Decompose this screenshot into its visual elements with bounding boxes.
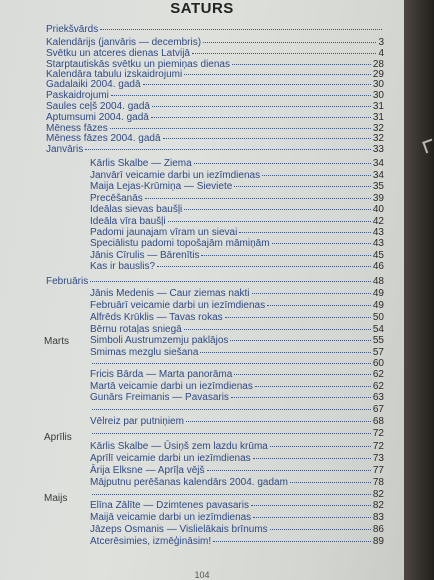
- book-edge: [404, 0, 434, 580]
- toc-entry-label: Martā veicamie darbi un iezīmdienas: [90, 381, 253, 392]
- toc-entry-label: Gadalaiki 2004. gadā: [46, 79, 141, 90]
- toc-entry-page: 77: [372, 465, 384, 476]
- dot-leader: [100, 29, 382, 30]
- dot-leader: [186, 421, 371, 422]
- toc-entry-label: Kalendārijs (janvāris — decembris): [46, 37, 202, 48]
- dot-leader: [111, 95, 371, 96]
- toc-entry-label: Alfrēds Krūklis — Tavas rokas: [90, 312, 223, 323]
- dot-leader: [230, 340, 370, 341]
- toc-entry: [90, 536, 384, 548]
- toc-entry: [90, 181, 384, 193]
- dot-leader: [92, 363, 371, 364]
- dot-leader: [232, 64, 371, 65]
- toc-entry-label: Kārlis Skalbe — Ziema: [90, 158, 192, 169]
- toc-entry: [90, 335, 384, 347]
- toc-entry-label: Janvārī veicamie darbi un iezīmdienas: [90, 170, 261, 181]
- toc-entry: [90, 477, 384, 489]
- toc-entry-page: 78: [372, 477, 384, 488]
- toc-entry: [90, 158, 384, 170]
- dot-leader: [201, 255, 370, 256]
- toc-entry: [90, 261, 384, 273]
- page-title: SATURS: [170, 0, 234, 17]
- toc-entry-label: Gunārs Freimanis — Pavasaris: [90, 392, 229, 403]
- toc-entry-page: 48: [372, 276, 384, 287]
- dot-leader: [92, 494, 371, 495]
- dot-leader: [231, 397, 371, 398]
- toc-entry-label: Kas ir bauslis?: [90, 261, 156, 272]
- toc-entry-page: 29: [372, 69, 384, 80]
- toc-entry-page: 82: [372, 500, 384, 511]
- toc-entry: [90, 428, 384, 440]
- toc-entry-page: 55: [372, 335, 384, 346]
- dot-leader: [290, 482, 371, 483]
- toc-entry-page: 49: [372, 300, 384, 311]
- toc-entry-label: Saules ceļš 2004. gadā: [46, 101, 150, 112]
- dot-leader: [270, 446, 371, 447]
- dot-leader: [184, 329, 371, 330]
- toc-entry-label: Speciālistu padomi topošajām māmiņām: [90, 238, 270, 249]
- toc-entry-page: 72: [372, 441, 384, 452]
- toc-entry-label: Februārī veicamie darbi un iezīmdienas: [90, 300, 266, 311]
- toc-entry: [46, 276, 384, 288]
- toc-entry-page: 31: [372, 112, 384, 123]
- toc-entry-label: Mēness fāzes: [46, 123, 108, 134]
- dot-leader: [184, 209, 371, 210]
- dot-leader: [151, 117, 371, 118]
- toc-entry: [90, 392, 384, 404]
- dot-leader: [234, 374, 371, 375]
- toc-entry-label: Janvāris: [46, 144, 84, 155]
- toc-entry-page: 31: [372, 101, 384, 112]
- toc-entry: [90, 238, 384, 250]
- toc-entry-page: 60: [372, 358, 384, 369]
- toc-entry-label: Bērnu rotaļas sniegā: [90, 324, 182, 335]
- toc-entry-label: Svētku un atceres dienas Latvijā: [46, 48, 190, 59]
- section-label-maijs: Maijs: [44, 493, 68, 504]
- dot-leader: [90, 281, 371, 282]
- dot-leader: [239, 232, 371, 233]
- toc-entry-page: 39: [372, 193, 384, 204]
- dot-leader: [207, 470, 371, 471]
- toc-entry-label: Jānis Medenis — Caur ziemas nakti: [90, 288, 250, 299]
- toc-entry-page: 40: [372, 204, 384, 215]
- toc-entry-label: Aprīlī veicamie darbi un iezīmdienas: [90, 453, 251, 464]
- toc-entry-label: Maijā veicamie darbi un iezīmdienas: [90, 512, 252, 523]
- dot-leader: [255, 386, 371, 387]
- toc-entry-label: Jānis Cīrulis — Bārenītis: [90, 250, 200, 261]
- toc-entry-page: 62: [372, 369, 384, 380]
- toc-entry-page: 57: [372, 347, 384, 358]
- toc-entry: [90, 512, 384, 524]
- toc-entry-page: 30: [372, 90, 384, 101]
- toc-entry-label: Ideāla vīra baušļi: [90, 216, 166, 227]
- toc-entry-label: Ārija Elksne — Aprīļa vējš: [90, 465, 205, 476]
- toc-entry: [90, 312, 384, 324]
- toc-entry-page: 72: [372, 428, 384, 439]
- section-label-marts: Marts: [44, 336, 69, 347]
- dot-leader: [110, 128, 371, 129]
- dot-leader: [85, 149, 371, 150]
- dot-leader: [157, 266, 371, 267]
- dot-leader: [194, 163, 371, 164]
- toc-entry-label: Smimas mezglu siešana: [90, 347, 199, 358]
- toc-entry: [90, 524, 384, 536]
- toc-entry-label: Maija Lejas-Krūmiņa — Sieviete: [90, 181, 233, 192]
- toc-entry-page: 3: [378, 37, 384, 48]
- toc-entry-page: 30: [372, 79, 384, 90]
- toc-entry-page: 33: [372, 144, 384, 155]
- toc-entry: [46, 144, 384, 156]
- toc-entry: [90, 453, 384, 465]
- dot-leader: [145, 198, 371, 199]
- toc-entry-label: Starptautiskās svētku un piemiņas dienas: [46, 59, 230, 70]
- toc-entry-label: Ideālas sievas baušļi: [90, 204, 183, 215]
- toc-entry-label: Priekšvārds: [46, 24, 99, 35]
- toc-entry-label: Vēlreiz par putniņiem: [90, 416, 184, 427]
- toc-entry-page: 67: [372, 404, 384, 415]
- toc-entry-label: Kārlis Skalbe — Ūsiņš zem lazdu krūma: [90, 441, 268, 452]
- dot-leader: [251, 505, 371, 506]
- toc-entry-page: 83: [372, 512, 384, 523]
- dot-leader: [234, 186, 371, 187]
- toc-entry-page: 28: [372, 59, 384, 70]
- toc-entry-page: 35: [372, 181, 384, 192]
- toc-entry-page: 34: [372, 158, 384, 169]
- dot-leader: [213, 541, 371, 542]
- dot-leader: [262, 175, 371, 176]
- toc-entry-label: Fricis Bārda — Marta panorāma: [90, 369, 233, 380]
- toc-entry-label: Mēness fāzes 2004. gadā: [46, 133, 161, 144]
- toc-entry-label: Elīna Zālīte — Dzimtenes pavasaris: [90, 500, 249, 511]
- dot-leader: [253, 458, 371, 459]
- dot-leader: [225, 317, 371, 318]
- toc-entry: [90, 300, 384, 312]
- toc-entry-label: Kalendāra tabulu izskaidrojumi: [46, 69, 183, 80]
- toc-entry: [90, 369, 384, 381]
- dot-leader: [267, 305, 371, 306]
- dot-leader: [272, 243, 371, 244]
- toc-entry-label: Simboli Austrumzemju paklājos: [90, 335, 229, 346]
- section-label-aprilis: Aprīlis: [44, 432, 72, 443]
- toc-entry-label: Jāzeps Osmanis — Vislielākais brīnums: [90, 524, 268, 535]
- dot-leader: [184, 74, 371, 75]
- toc-entry: [90, 288, 384, 300]
- dot-leader: [92, 409, 371, 410]
- page-number: 104: [194, 570, 210, 580]
- toc-entry-label: Precēšanās: [90, 193, 143, 204]
- toc-entry-page: 46: [372, 261, 384, 272]
- toc-entry-label: Aptumsumi 2004. gadā: [46, 112, 149, 123]
- dot-leader: [270, 529, 371, 530]
- toc-entry-page: 54: [372, 324, 384, 335]
- toc-entry-page: 82: [372, 489, 384, 500]
- toc-entry-page: 49: [372, 288, 384, 299]
- toc-entry: [90, 465, 384, 477]
- toc-entry: [90, 500, 384, 512]
- toc-entry-page: 89: [372, 536, 384, 547]
- dot-leader: [203, 42, 376, 43]
- toc-entry-page: 32: [372, 123, 384, 134]
- toc-entry-label: Padomi jaunajam vīram un sievai: [90, 227, 238, 238]
- dot-leader: [92, 433, 371, 434]
- toc-entry: [90, 441, 384, 453]
- dot-leader: [192, 53, 376, 54]
- toc-entry-label: Paskaidrojumi: [46, 90, 109, 101]
- toc-entry: [90, 404, 384, 416]
- toc-entry-label: Februāris: [46, 276, 89, 287]
- toc-entry: [90, 204, 384, 216]
- toc-entry-page: 45: [372, 250, 384, 261]
- dot-leader: [143, 84, 371, 85]
- dot-leader: [253, 517, 371, 518]
- toc-entry-page: 73: [372, 453, 384, 464]
- toc-entry-page: 68: [372, 416, 384, 427]
- dot-leader: [252, 293, 371, 294]
- toc-entry-page: 86: [372, 524, 384, 535]
- toc-entry-page: 43: [372, 227, 384, 238]
- dot-leader: [152, 106, 371, 107]
- toc-entry-page: 34: [372, 170, 384, 181]
- toc-entry-label: Mājputnu perēšanas kalendārs 2004. gadam: [90, 477, 288, 488]
- toc-entry-page: 50: [372, 312, 384, 323]
- toc-entry: [90, 416, 384, 428]
- toc-entry-page: 42: [372, 216, 384, 227]
- toc-entry-label: Atcerēsimies, izmēģināsim!: [90, 536, 212, 547]
- toc-entry-page: 62: [372, 381, 384, 392]
- dot-leader: [163, 138, 371, 139]
- toc-entry: [46, 24, 384, 36]
- toc-entry-page: 43: [372, 238, 384, 249]
- toc-entry-page: 63: [372, 392, 384, 403]
- toc-entry-page: 4: [378, 48, 384, 59]
- dot-leader: [168, 221, 371, 222]
- dot-leader: [200, 352, 371, 353]
- toc-entry-page: 32: [372, 133, 384, 144]
